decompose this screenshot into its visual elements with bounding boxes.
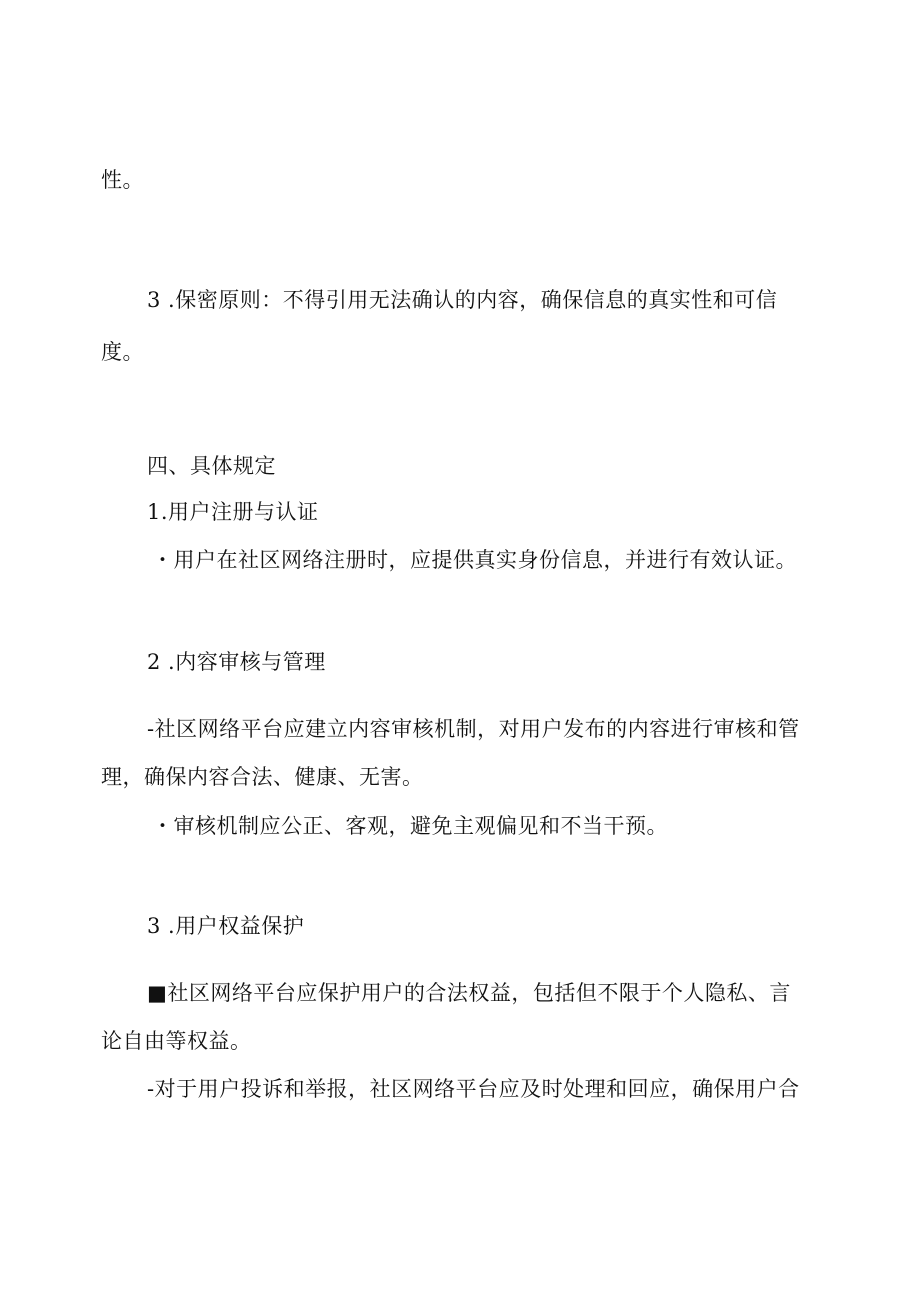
- dash-item: -对于用户投诉和举报，社区网络平台应及时处理和回应，确保用户合: [147, 1077, 800, 1101]
- subsection-heading: 3 .用户权益保护: [147, 914, 305, 938]
- subsection-heading: 2 .内容审核与管理: [147, 650, 326, 674]
- body-text-line: 理，确保内容合法、健康、无害。: [101, 765, 424, 789]
- body-text-line: 论自由等权益。: [101, 1029, 252, 1053]
- square-bullet-item: ■社区网络平台应保护用户的合法权益，包括但不限于个人隐私、言: [147, 981, 791, 1005]
- dash-item: -社区网络平台应建立内容审核机制，对用户发布的内容进行审核和管: [147, 717, 800, 741]
- body-text-line: 性。: [101, 168, 144, 192]
- subsection-heading: 1.用户注册与认证: [147, 500, 319, 524]
- bullet-item: ・用户在社区网络注册时，应提供真实身份信息，并进行有效认证。: [152, 548, 797, 572]
- bullet-item: ・审核机制应公正、客观，避免主观偏见和不当干预。: [152, 814, 668, 838]
- body-text-line: 度。: [101, 340, 144, 364]
- section-heading: 四、具体规定: [147, 454, 276, 478]
- principle-3-line: 3 .保密原则：不得引用无法确认的内容，确保信息的真实性和可信: [147, 288, 778, 312]
